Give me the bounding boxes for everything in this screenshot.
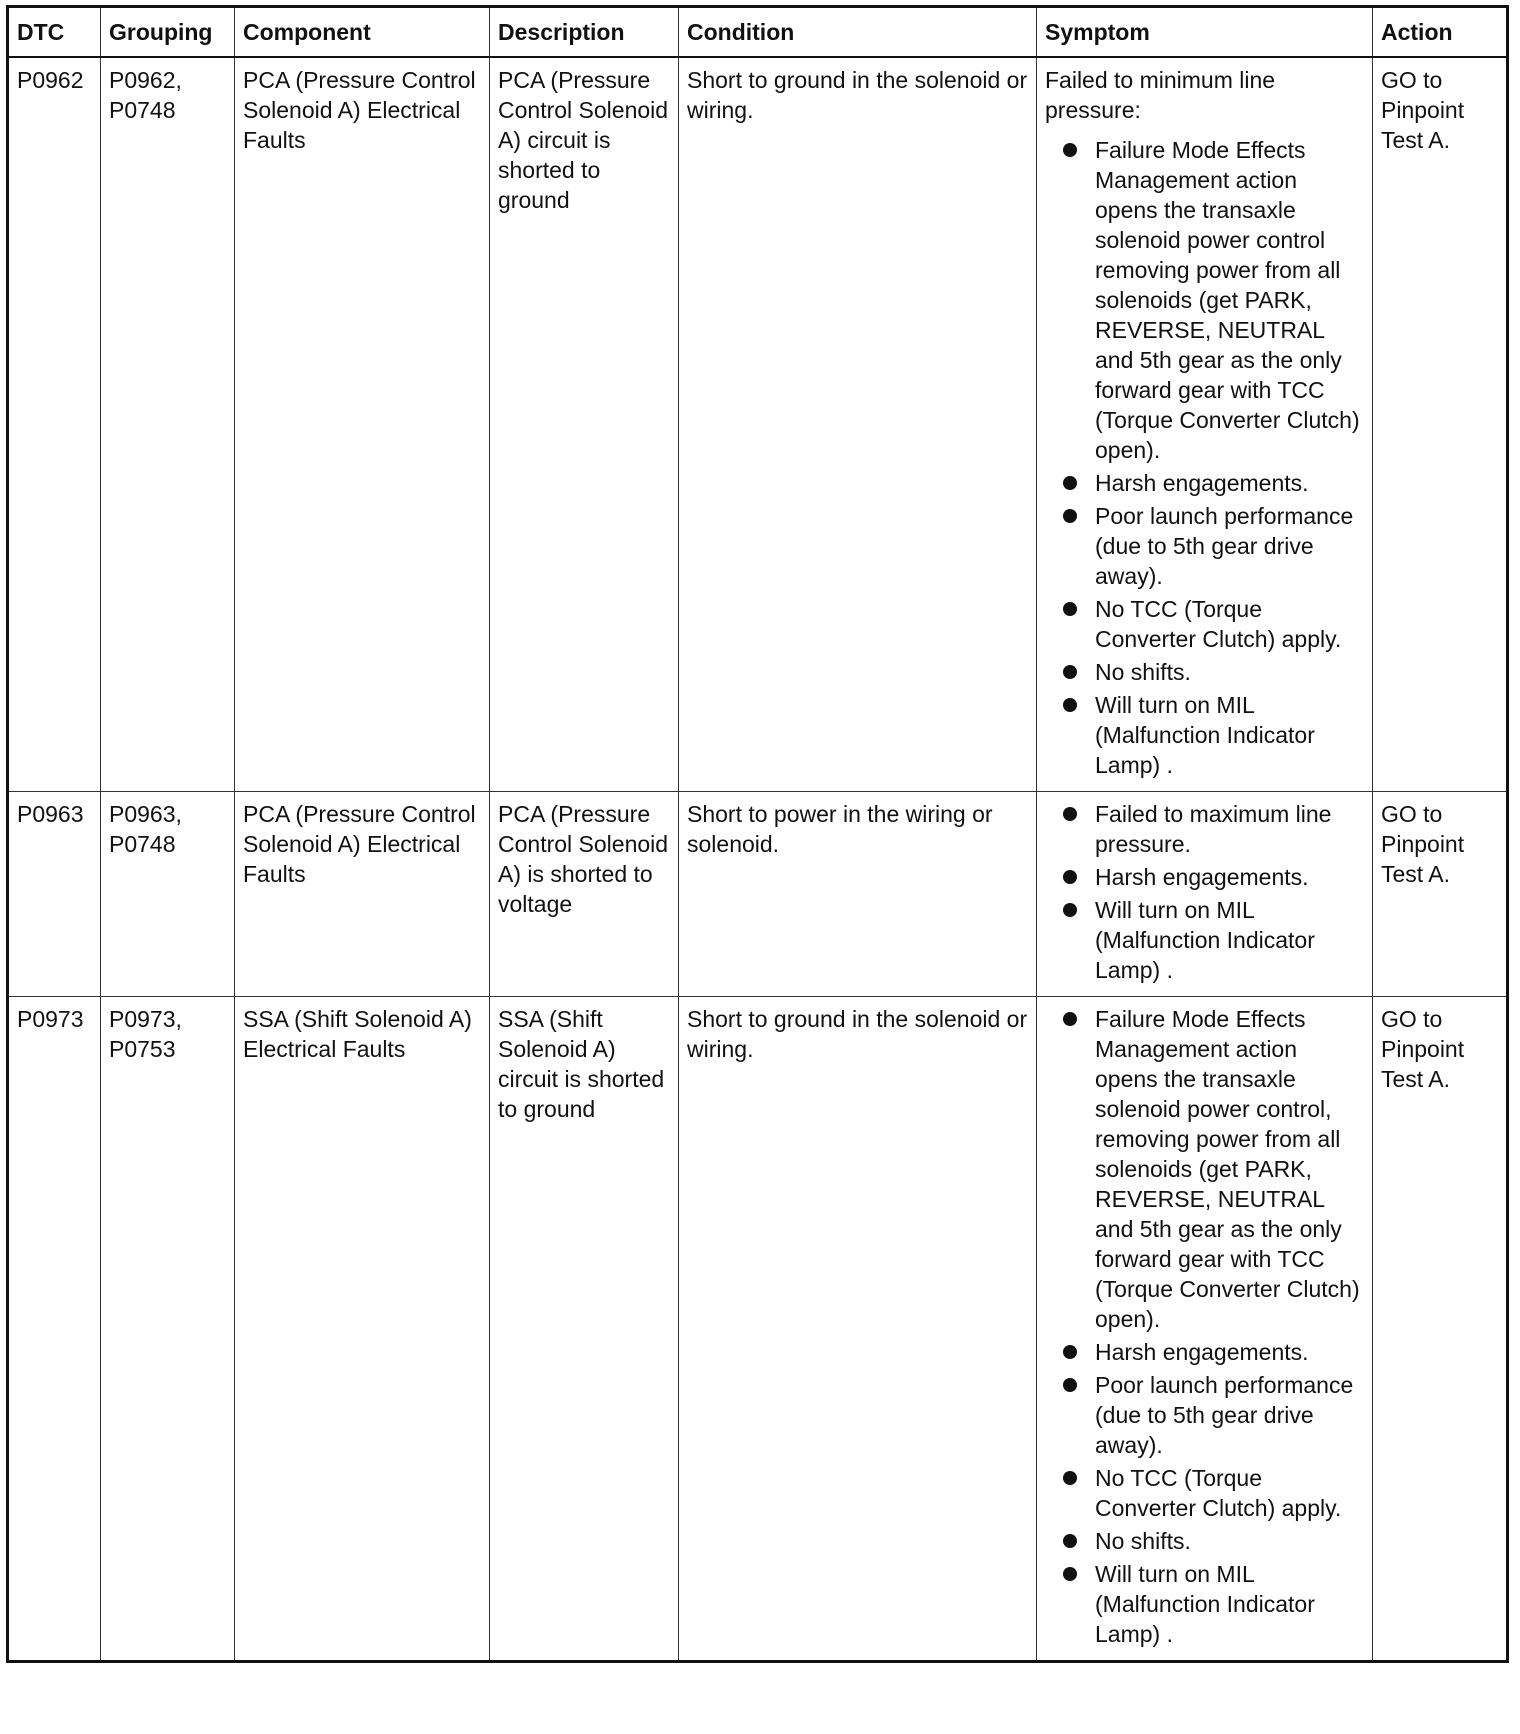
- cell-grouping: P0963, P0748: [101, 792, 235, 997]
- bullet-icon: [1063, 509, 1077, 523]
- cell-grouping: P0962, P0748: [101, 57, 235, 792]
- bullet-icon: [1063, 1534, 1077, 1548]
- header-description: Description: [490, 7, 679, 58]
- bullet-icon: [1063, 1378, 1077, 1392]
- cell-dtc: P0963: [8, 792, 101, 997]
- symptom-text: Will turn on MIL (Malfunction Indicator Lamp) .: [1095, 897, 1315, 983]
- symptom-text: Harsh engagements.: [1095, 470, 1309, 496]
- symptom-item: [1045, 1370, 1365, 1460]
- symptom-item: [1045, 657, 1365, 687]
- bullet-icon: [1063, 1012, 1077, 1026]
- symptom-item: [1045, 1337, 1365, 1367]
- cell-description: PCA (Pressure Control Solenoid A) circuit is shorted to ground: [490, 57, 679, 792]
- symptom-list: [1045, 1004, 1365, 1649]
- header-component: Component: [235, 7, 490, 58]
- bullet-icon: [1063, 476, 1077, 490]
- symptom-text: No TCC (Torque Converter Clutch) apply.: [1095, 596, 1342, 652]
- cell-symptom: [1037, 792, 1373, 997]
- symptom-item: [1045, 135, 1365, 465]
- cell-component: SSA (Shift Solenoid A) Electrical Faults: [235, 997, 490, 1662]
- symptom-item: [1045, 468, 1365, 498]
- header-grouping: Grouping: [101, 7, 235, 58]
- symptom-item: [1045, 501, 1365, 591]
- header-condition: Condition: [679, 7, 1037, 58]
- symptom-item: [1045, 799, 1365, 859]
- table-row: [8, 997, 1508, 1662]
- symptom-item: [1045, 1463, 1365, 1523]
- cell-description: SSA (Shift Solenoid A) circuit is shorted to ground: [490, 997, 679, 1662]
- cell-dtc: P0973: [8, 997, 101, 1662]
- cell-dtc: P0962: [8, 57, 101, 792]
- bullet-icon: [1063, 143, 1077, 157]
- symptom-text: Poor launch performance (due to 5th gear drive away).: [1095, 1372, 1354, 1458]
- table-row: [8, 792, 1508, 997]
- cell-action: GO to Pinpoint Test A.: [1373, 792, 1508, 997]
- cell-symptom: [1037, 57, 1373, 792]
- header-action: Action: [1373, 7, 1508, 58]
- table-header-row: [8, 7, 1508, 58]
- cell-action: GO to Pinpoint Test A.: [1373, 997, 1508, 1662]
- symptom-item: [1045, 1559, 1365, 1649]
- symptom-text: No shifts.: [1095, 659, 1191, 685]
- cell-action: GO to Pinpoint Test A.: [1373, 57, 1508, 792]
- bullet-icon: [1063, 602, 1077, 616]
- header-dtc: DTC: [8, 7, 101, 58]
- bullet-icon: [1063, 698, 1077, 712]
- symptom-list: [1045, 135, 1365, 780]
- symptom-text: Will turn on MIL (Malfunction Indicator Lamp) .: [1095, 692, 1315, 778]
- bullet-icon: [1063, 665, 1077, 679]
- symptom-text: Failure Mode Effects Management action opens the transaxle solenoid power control, removing power from all solenoids (get PARK, REVERSE, NEUTRAL and 5th gear as the only forward gear with TCC (Torque Converter Clutch) open).: [1095, 1006, 1360, 1332]
- dtc-table: [6, 5, 1509, 1663]
- cell-condition: Short to power in the wiring or solenoid.: [679, 792, 1037, 997]
- cell-component: PCA (Pressure Control Solenoid A) Electrical Faults: [235, 57, 490, 792]
- symptom-list: [1045, 799, 1365, 985]
- bullet-icon: [1063, 903, 1077, 917]
- bullet-icon: [1063, 1471, 1077, 1485]
- symptom-item: [1045, 1526, 1365, 1556]
- symptom-text: No shifts.: [1095, 1528, 1191, 1554]
- table-row: [8, 57, 1508, 792]
- symptom-text: No TCC (Torque Converter Clutch) apply.: [1095, 1465, 1342, 1521]
- symptom-item: [1045, 895, 1365, 985]
- symptom-item: [1045, 594, 1365, 654]
- cell-condition: Short to ground in the solenoid or wiring.: [679, 997, 1037, 1662]
- cell-grouping: P0973, P0753: [101, 997, 235, 1662]
- symptom-text: Will turn on MIL (Malfunction Indicator Lamp) .: [1095, 1561, 1315, 1647]
- symptom-text: Harsh engagements.: [1095, 864, 1309, 890]
- bullet-icon: [1063, 1345, 1077, 1359]
- symptom-text: Harsh engagements.: [1095, 1339, 1309, 1365]
- symptom-item: [1045, 690, 1365, 780]
- symptom-item: [1045, 862, 1365, 892]
- header-symptom: Symptom: [1037, 7, 1373, 58]
- cell-component: PCA (Pressure Control Solenoid A) Electrical Faults: [235, 792, 490, 997]
- symptom-text: Poor launch performance (due to 5th gear drive away).: [1095, 503, 1354, 589]
- bullet-icon: [1063, 1567, 1077, 1581]
- symptom-intro: Failed to minimum line pressure:: [1045, 67, 1276, 123]
- cell-symptom: [1037, 997, 1373, 1662]
- symptom-text: Failure Mode Effects Management action opens the transaxle solenoid power control removing power from all solenoids (get PARK, REVERSE, NEUTRAL and 5th gear as the only forward gear with TCC (Torque Converter Clutch) open).: [1095, 137, 1360, 463]
- symptom-text: Failed to maximum line pressure.: [1095, 801, 1332, 857]
- cell-description: PCA (Pressure Control Solenoid A) is shorted to voltage: [490, 792, 679, 997]
- symptom-item: [1045, 1004, 1365, 1334]
- cell-condition: Short to ground in the solenoid or wiring.: [679, 57, 1037, 792]
- bullet-icon: [1063, 807, 1077, 821]
- bullet-icon: [1063, 870, 1077, 884]
